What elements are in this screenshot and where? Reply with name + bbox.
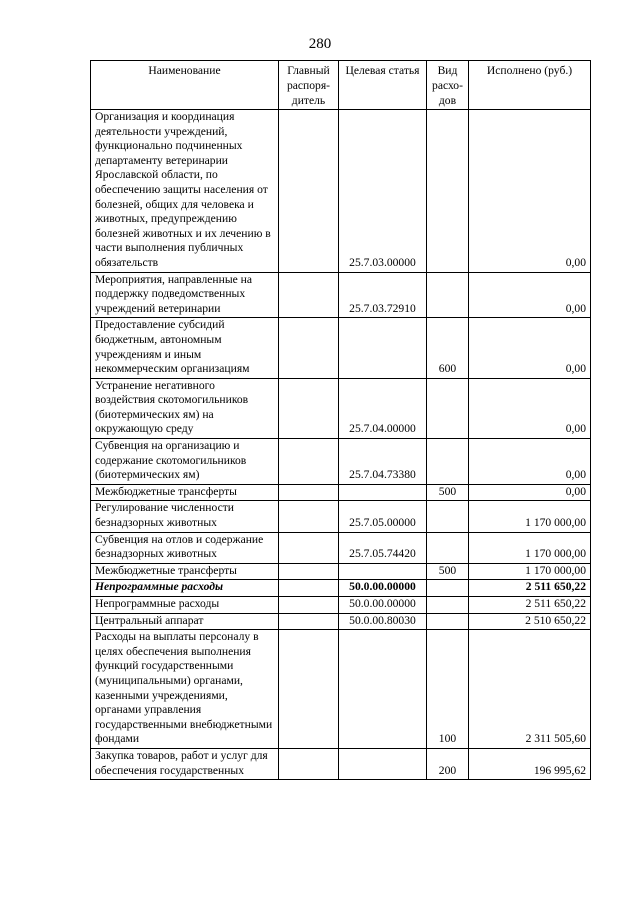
row-chief-cell — [279, 563, 339, 580]
row-code-cell: 25.7.05.74420 — [339, 532, 427, 563]
row-code-cell: 25.7.05.00000 — [339, 501, 427, 532]
budget-table — [90, 60, 591, 780]
table-row — [91, 630, 591, 749]
page-number: 280 — [308, 36, 332, 52]
row-sum-cell: 0,00 — [469, 318, 591, 378]
row-chief-cell — [279, 580, 339, 597]
row-chief-cell — [279, 501, 339, 532]
row-type-cell — [427, 597, 469, 614]
row-code-cell: 25.7.04.73380 — [339, 439, 427, 485]
row-code-cell — [339, 484, 427, 501]
row-chief-cell — [279, 748, 339, 779]
row-type-cell — [427, 532, 469, 563]
row-type-cell: 500 — [427, 484, 469, 501]
table-body — [91, 110, 591, 780]
header-target: Целевая статья — [339, 61, 427, 110]
row-name-cell: Устранение негативного воздействия скотомогильников (биотермических ям) на окружающую среду — [91, 378, 279, 438]
row-chief-cell — [279, 110, 339, 273]
row-sum-cell: 0,00 — [469, 378, 591, 438]
row-sum-cell: 1 170 000,00 — [469, 563, 591, 580]
header-executed: Исполнено (руб.) — [469, 61, 591, 110]
row-name-cell: Центральный аппарат — [91, 613, 279, 630]
row-type-cell — [427, 272, 469, 318]
row-type-cell — [427, 378, 469, 438]
table-row — [91, 613, 591, 630]
row-name-cell: Регулирование численности безнадзорных животных — [91, 501, 279, 532]
row-type-cell — [427, 580, 469, 597]
row-code-cell — [339, 563, 427, 580]
row-chief-cell — [279, 613, 339, 630]
row-type-cell: 100 — [427, 630, 469, 749]
row-code-cell — [339, 748, 427, 779]
row-type-cell — [427, 613, 469, 630]
row-chief-cell — [279, 272, 339, 318]
table-header-row — [91, 61, 591, 110]
row-name-cell: Предоставление субсидий бюджетным, автономным учреждениям и иным некоммерческим организациям — [91, 318, 279, 378]
table-row — [91, 484, 591, 501]
table-row — [91, 110, 591, 273]
row-chief-cell — [279, 318, 339, 378]
row-sum-cell: 2 511 650,22 — [469, 597, 591, 614]
row-chief-cell — [279, 439, 339, 485]
row-sum-cell: 2 311 505,60 — [469, 630, 591, 749]
table-row — [91, 378, 591, 438]
row-name-cell: Непрограммные расходы — [91, 580, 279, 597]
row-name-cell: Субвенция на отлов и содержание безнадзорных животных — [91, 532, 279, 563]
table-row — [91, 532, 591, 563]
row-type-cell: 200 — [427, 748, 469, 779]
row-sum-cell: 2 511 650,22 — [469, 580, 591, 597]
row-name-cell: Закупка товаров, работ и услуг для обеспечения государственных — [91, 748, 279, 779]
table-row — [91, 501, 591, 532]
row-name-cell: Межбюджетные трансферты — [91, 484, 279, 501]
row-name-cell: Межбюджетные трансферты — [91, 563, 279, 580]
row-sum-cell: 1 170 000,00 — [469, 532, 591, 563]
row-code-cell: 25.7.04.00000 — [339, 378, 427, 438]
row-code-cell: 25.7.03.00000 — [339, 110, 427, 273]
row-chief-cell — [279, 630, 339, 749]
header-chief: Главный распоря-дитель — [279, 61, 339, 110]
table-row — [91, 272, 591, 318]
row-code-cell: 25.7.03.72910 — [339, 272, 427, 318]
row-name-cell: Мероприятия, направленные на поддержку подведомственных учреждений ветеринарии — [91, 272, 279, 318]
row-type-cell: 500 — [427, 563, 469, 580]
row-sum-cell: 0,00 — [469, 484, 591, 501]
row-type-cell — [427, 439, 469, 485]
table-row — [91, 597, 591, 614]
row-type-cell — [427, 110, 469, 273]
row-sum-cell: 2 510 650,22 — [469, 613, 591, 630]
row-name-cell: Непрограммные расходы — [91, 597, 279, 614]
row-code-cell — [339, 318, 427, 378]
row-chief-cell — [279, 597, 339, 614]
row-code-cell: 50.0.00.80030 — [339, 613, 427, 630]
row-name-cell: Организация и координация деятельности учреждений, функционально подчиненных департаменту ветеринарии Ярославской области, по обеспечению защиты населения от болезней, общих для человека и животных, предупреждению болезней животных и их лечению в части выполнения публичных обязательств — [91, 110, 279, 273]
row-sum-cell: 1 170 000,00 — [469, 501, 591, 532]
table-row — [91, 563, 591, 580]
header-name: Наименование — [91, 61, 279, 110]
row-code-cell — [339, 630, 427, 749]
row-sum-cell: 196 995,62 — [469, 748, 591, 779]
row-chief-cell — [279, 484, 339, 501]
table-row — [91, 318, 591, 378]
row-sum-cell: 0,00 — [469, 439, 591, 485]
table-row — [91, 439, 591, 485]
table-row — [91, 580, 591, 597]
row-sum-cell: 0,00 — [469, 110, 591, 273]
header-type: Вид расхо-дов — [427, 61, 469, 110]
row-type-cell — [427, 501, 469, 532]
row-type-cell: 600 — [427, 318, 469, 378]
row-chief-cell — [279, 532, 339, 563]
row-code-cell: 50.0.00.00000 — [339, 597, 427, 614]
row-sum-cell: 0,00 — [469, 272, 591, 318]
table-row — [91, 748, 591, 779]
row-name-cell: Субвенция на организацию и содержание скотомогильников (биотермических ям) — [91, 439, 279, 485]
row-code-cell: 50.0.00.00000 — [339, 580, 427, 597]
row-chief-cell — [279, 378, 339, 438]
row-name-cell: Расходы на выплаты персоналу в целях обеспечения выполнения функций государственными (муниципальными) органами, казенными учреждениями, органами управления государственными внебюджетными фондами — [91, 630, 279, 749]
